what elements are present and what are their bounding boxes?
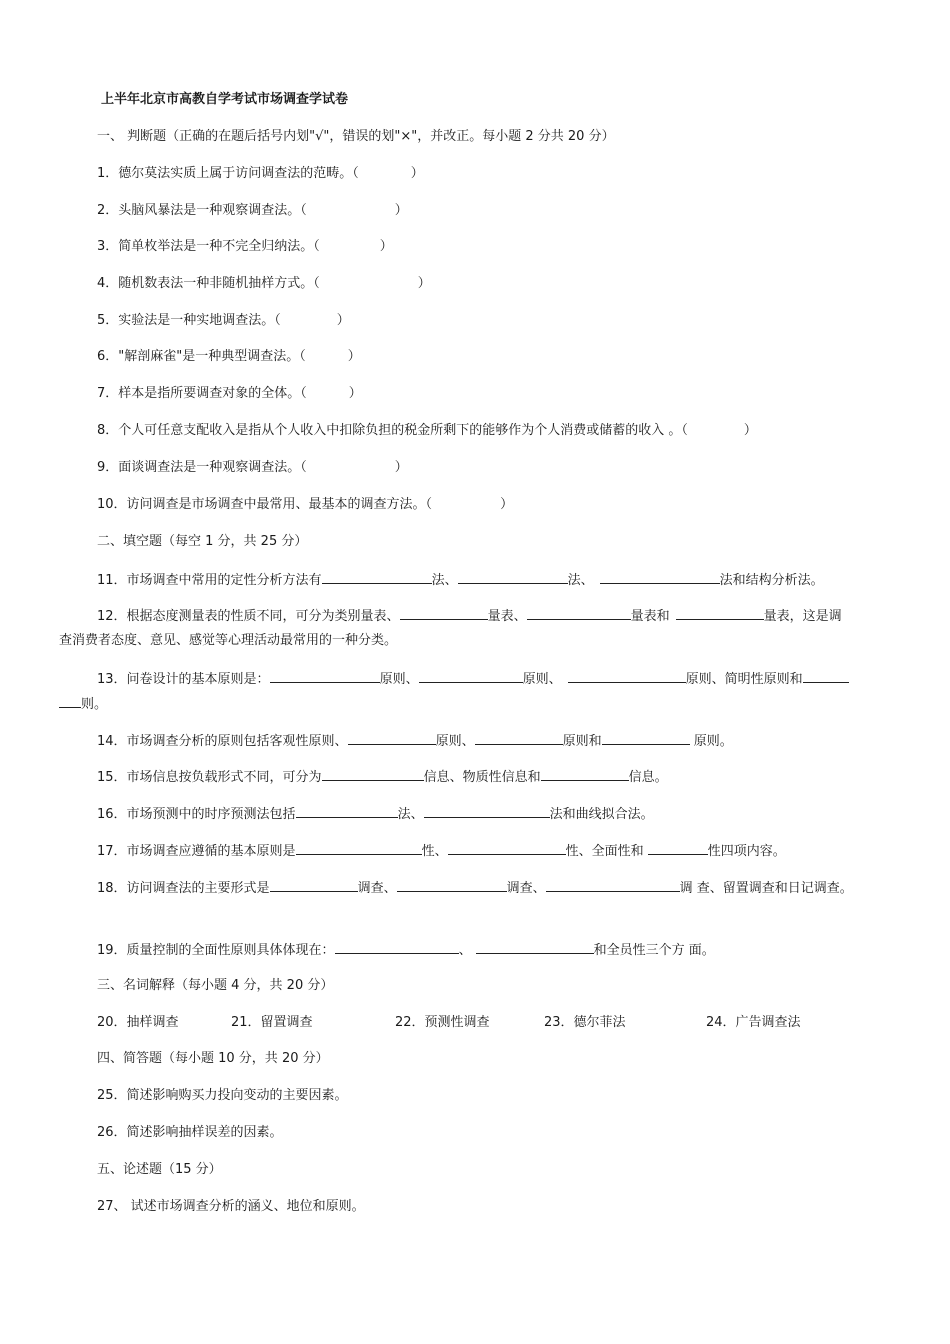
item-text: 简单枚举法是一种不完全归纳法。（ <box>118 239 320 254</box>
item-number: 20． <box>97 1015 127 1030</box>
item-text: 信息。 <box>628 770 668 785</box>
item-close: ） <box>379 239 393 254</box>
answer-blank[interactable] <box>568 669 686 683</box>
answer-blank[interactable] <box>296 841 422 855</box>
item-number: 18． <box>97 881 127 896</box>
item-text: 原则和 <box>562 734 602 749</box>
list-item <box>97 312 350 330</box>
list-item <box>97 202 408 220</box>
answer-blank[interactable] <box>419 669 523 683</box>
item-text: 性四项内容。 <box>707 844 786 859</box>
answer-blank[interactable] <box>296 804 398 818</box>
answer-blank[interactable] <box>602 731 690 745</box>
fill-question-17 <box>97 841 786 861</box>
item-close: ） <box>417 276 431 291</box>
answer-blank[interactable] <box>322 570 432 584</box>
fill-question-13-cont <box>59 694 107 714</box>
item-text: 问卷设计的基本原则是： <box>126 672 270 687</box>
page-title: 上半年北京市高教自学考试市场调查学试卷 <box>101 92 349 107</box>
item-text: 性、全面性和 <box>565 844 648 859</box>
section-3-header: 三、名词解释（每小题 4 分，共 20 分） <box>97 978 334 993</box>
fill-question-15 <box>97 767 668 787</box>
item-number: 17． <box>97 844 127 859</box>
section-4-header: 四、简答题（每小题 10 分，共 20 分） <box>97 1051 329 1066</box>
item-number: 7． <box>97 386 119 401</box>
item-number: 21． <box>231 1015 261 1030</box>
item-close: ） <box>500 497 514 512</box>
item-number: 9． <box>97 460 119 475</box>
item-number: 13． <box>97 672 127 687</box>
fill-question-11 <box>97 570 824 590</box>
item-text: 法、 <box>567 573 594 588</box>
answer-blank[interactable] <box>476 940 594 954</box>
item-text: "解剖麻雀"是一种典型调查法。（ <box>118 349 306 364</box>
item-number: 6． <box>97 349 119 364</box>
item-text: 调查、 <box>357 881 397 896</box>
list-item <box>97 1124 283 1142</box>
fill-question-12-cont: 查消费者态度、意见、感觉等心理活动最常用的一种分类。 <box>59 633 398 648</box>
item-text: 面谈调查法是一种观察调查法。（ <box>118 460 307 475</box>
item-close: ） <box>348 386 362 401</box>
list-item <box>97 165 424 183</box>
item-text: 原则。 <box>689 734 733 749</box>
section-5-header: 五、论述题（15 分） <box>97 1162 222 1177</box>
item-text: 原则、 <box>379 672 419 687</box>
item-number: 16． <box>97 807 127 822</box>
item-text: 性、 <box>421 844 448 859</box>
item-text: 法和结构分析法。 <box>719 573 824 588</box>
item-number: 10． <box>97 497 127 512</box>
item-number: 25． <box>97 1088 127 1103</box>
answer-blank[interactable] <box>335 940 459 954</box>
answer-blank[interactable] <box>475 731 563 745</box>
answer-blank[interactable] <box>397 878 507 892</box>
list-item <box>97 422 757 440</box>
list-item <box>97 496 513 514</box>
item-text: 市场调查应遵循的基本原则是 <box>126 844 296 859</box>
section-2-header: 二、填空题（每空 1 分，共 25 分） <box>97 534 308 549</box>
item-text: 量表，这是调 <box>763 609 842 624</box>
item-number: 8． <box>97 423 119 438</box>
answer-blank[interactable] <box>348 731 436 745</box>
list-item <box>97 238 393 256</box>
item-text: 留置调查 <box>260 1015 313 1030</box>
answer-blank[interactable] <box>270 669 380 683</box>
item-number: 11． <box>97 573 127 588</box>
item-text: 德尔莫法实质上属于访问调查法的范畴。（ <box>118 166 359 181</box>
answer-blank[interactable] <box>424 804 550 818</box>
answer-blank[interactable] <box>270 878 358 892</box>
fill-question-12 <box>97 606 842 626</box>
item-close: ） <box>336 313 350 328</box>
item-number: 24． <box>706 1015 736 1030</box>
item-text: 市场调查分析的原则包括客观性原则、 <box>126 734 348 749</box>
item-text: 简述影响抽样误差的因素。 <box>126 1125 283 1140</box>
item-text: 和全员性三个方 面。 <box>593 943 715 958</box>
item-text: 市场信息按负载形式不同，可分为 <box>126 770 322 785</box>
item-text: 市场调查中常用的定性分析方法有 <box>126 573 322 588</box>
item-text: 德尔菲法 <box>573 1015 626 1030</box>
fill-question-13 <box>97 669 849 689</box>
item-text: 样本是指所要调查对象的全体。（ <box>118 386 307 401</box>
item-text: 试述市场调查分析的涵义、地位和原则。 <box>126 1199 365 1214</box>
item-text: 实验法是一种实地调查法。（ <box>118 313 281 328</box>
fill-question-16 <box>97 804 654 824</box>
item-number: 3． <box>97 239 119 254</box>
term-24 <box>706 1014 801 1032</box>
term-22 <box>395 1014 490 1032</box>
item-text: 随机数表法一种非随机抽样方式。（ <box>118 276 320 291</box>
term-21 <box>231 1014 313 1032</box>
item-text: 法、 <box>397 807 424 822</box>
item-number: 2． <box>97 203 119 218</box>
item-text: 信息、物质性信息和 <box>423 770 541 785</box>
item-number: 4． <box>97 276 119 291</box>
item-number: 26． <box>97 1125 127 1140</box>
answer-blank[interactable] <box>600 570 720 584</box>
answer-blank[interactable] <box>546 878 680 892</box>
list-item <box>97 1198 365 1216</box>
answer-blank[interactable] <box>400 606 488 620</box>
fill-question-19 <box>97 940 715 960</box>
list-item <box>97 459 408 477</box>
section-1-header: 一、 判断题（正确的在题后括号内划"√"，错误的划"×"，并改正。每小题 2 分共 20 分） <box>97 129 615 144</box>
item-text: 量表、 <box>487 609 527 624</box>
item-number: 15． <box>97 770 127 785</box>
item-number: 14． <box>97 734 127 749</box>
item-text: 则。 <box>81 697 108 712</box>
item-text: 预测性调查 <box>424 1015 490 1030</box>
item-number: 12． <box>97 609 127 624</box>
item-close: ） <box>394 460 408 475</box>
term-23 <box>544 1014 626 1032</box>
item-text: 抽样调查 <box>126 1015 179 1030</box>
item-text: 个人可任意支配收入是指从个人收入中扣除负担的税金所剩下的能够作为个人消费或储蓄的收入 。（ <box>118 423 688 438</box>
item-text: 调查、 <box>506 881 546 896</box>
term-20 <box>97 1014 179 1032</box>
list-item <box>97 348 361 366</box>
list-item <box>97 275 431 293</box>
item-close: ） <box>743 423 757 438</box>
item-number: 23． <box>544 1015 574 1030</box>
item-close: ） <box>410 166 424 181</box>
item-close: ） <box>394 203 408 218</box>
item-text: 访问调查是市场调查中最常用、最基本的调查方法。（ <box>126 497 433 512</box>
item-text: 头脑风暴法是一种观察调查法。（ <box>118 203 307 218</box>
item-text: 简述影响购买力投向变动的主要因素。 <box>126 1088 348 1103</box>
item-text: 质量控制的全面性原则具体体现在： <box>126 943 335 958</box>
fill-question-14 <box>97 731 733 751</box>
answer-blank[interactable] <box>458 570 568 584</box>
item-text: 原则、 <box>435 734 475 749</box>
item-text: 调 查、留置调查和日记调查。 <box>679 881 853 896</box>
item-text: 原则、 <box>522 672 562 687</box>
fill-question-18 <box>97 878 853 898</box>
answer-blank[interactable] <box>648 841 708 855</box>
answer-blank[interactable] <box>541 767 629 781</box>
item-number: 19． <box>97 943 127 958</box>
item-text: 、 <box>458 943 472 958</box>
item-text: 广告调查法 <box>735 1015 801 1030</box>
answer-blank[interactable] <box>59 694 81 708</box>
item-number: 1． <box>97 166 119 181</box>
item-close: ） <box>347 349 361 364</box>
list-item <box>97 1087 348 1105</box>
item-number: 27、 <box>97 1199 127 1214</box>
answer-blank[interactable] <box>448 841 566 855</box>
item-text: 根据态度测量表的性质不同，可分为类别量表、 <box>126 609 400 624</box>
item-text: 原则、简明性原则和 <box>685 672 803 687</box>
item-number: 22． <box>395 1015 425 1030</box>
item-number: 5． <box>97 313 119 328</box>
item-text: 市场预测中的时序预测法包括 <box>126 807 296 822</box>
list-item <box>97 385 362 403</box>
item-text: 法、 <box>431 573 458 588</box>
answer-blank[interactable] <box>322 767 424 781</box>
item-text: 法和曲线拟合法。 <box>549 807 654 822</box>
item-text: 量表和 <box>630 609 670 624</box>
answer-blank[interactable] <box>676 606 764 620</box>
answer-blank[interactable] <box>527 606 631 620</box>
item-text: 访问调查法的主要形式是 <box>126 881 270 896</box>
answer-blank[interactable] <box>803 669 849 683</box>
